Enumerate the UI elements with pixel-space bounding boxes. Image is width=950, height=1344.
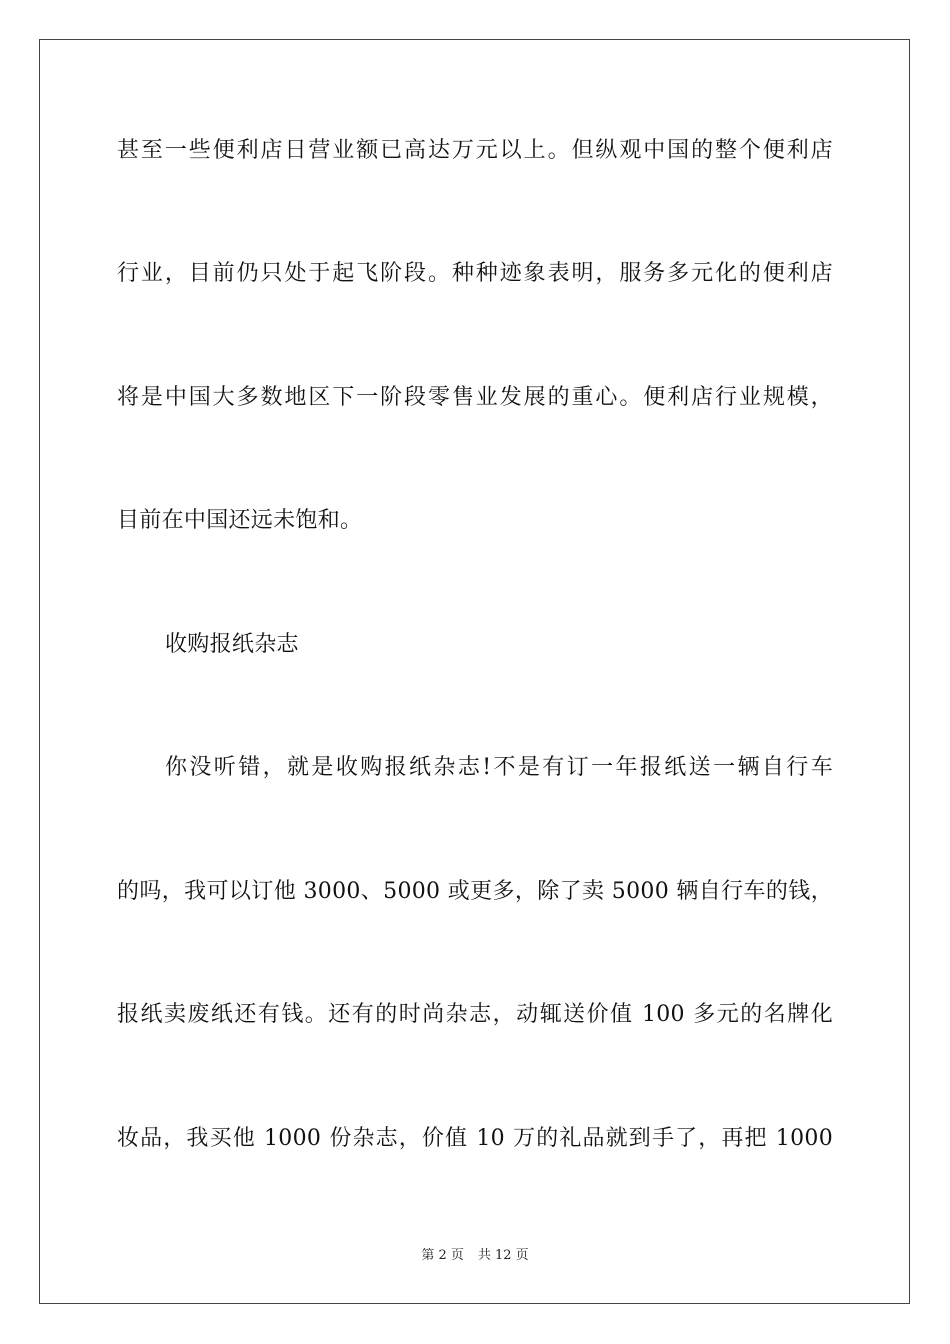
- page-border: [39, 39, 910, 1304]
- page-number: 第 2 页: [421, 1248, 464, 1263]
- body-line-7: 的吗，我可以订他 3000、5000 或更多，除了卖 5000 辆自行车的钱，: [117, 879, 833, 904]
- body-line-6: 你没听错，就是收购报纸杂志!不是有订一年报纸送一辆自行车: [165, 755, 833, 780]
- section-heading: 收购报纸杂志: [165, 632, 299, 657]
- body-line-9: 妆品，我买他 1000 份杂志，价值 10 万的礼品就到手了，再把 1000: [117, 1126, 833, 1151]
- body-line-1: 甚至一些便利店日营业额已高达万元以上。但纵观中国的整个便利店: [117, 138, 833, 163]
- body-line-3: 将是中国大多数地区下一阶段零售业发展的重心。便利店行业规模，: [117, 385, 833, 410]
- body-line-8: 报纸卖废纸还有钱。还有的时尚杂志，动辄送价值 100 多元的名牌化: [117, 1002, 833, 1027]
- body-line-2: 行业，目前仍只处于起飞阶段。种种迹象表明，服务多元化的便利店: [117, 261, 833, 286]
- body-line-4: 目前在中国还远未饱和。: [117, 508, 363, 533]
- page-footer: [0, 1247, 950, 1265]
- total-pages: 共 12 页: [477, 1248, 529, 1263]
